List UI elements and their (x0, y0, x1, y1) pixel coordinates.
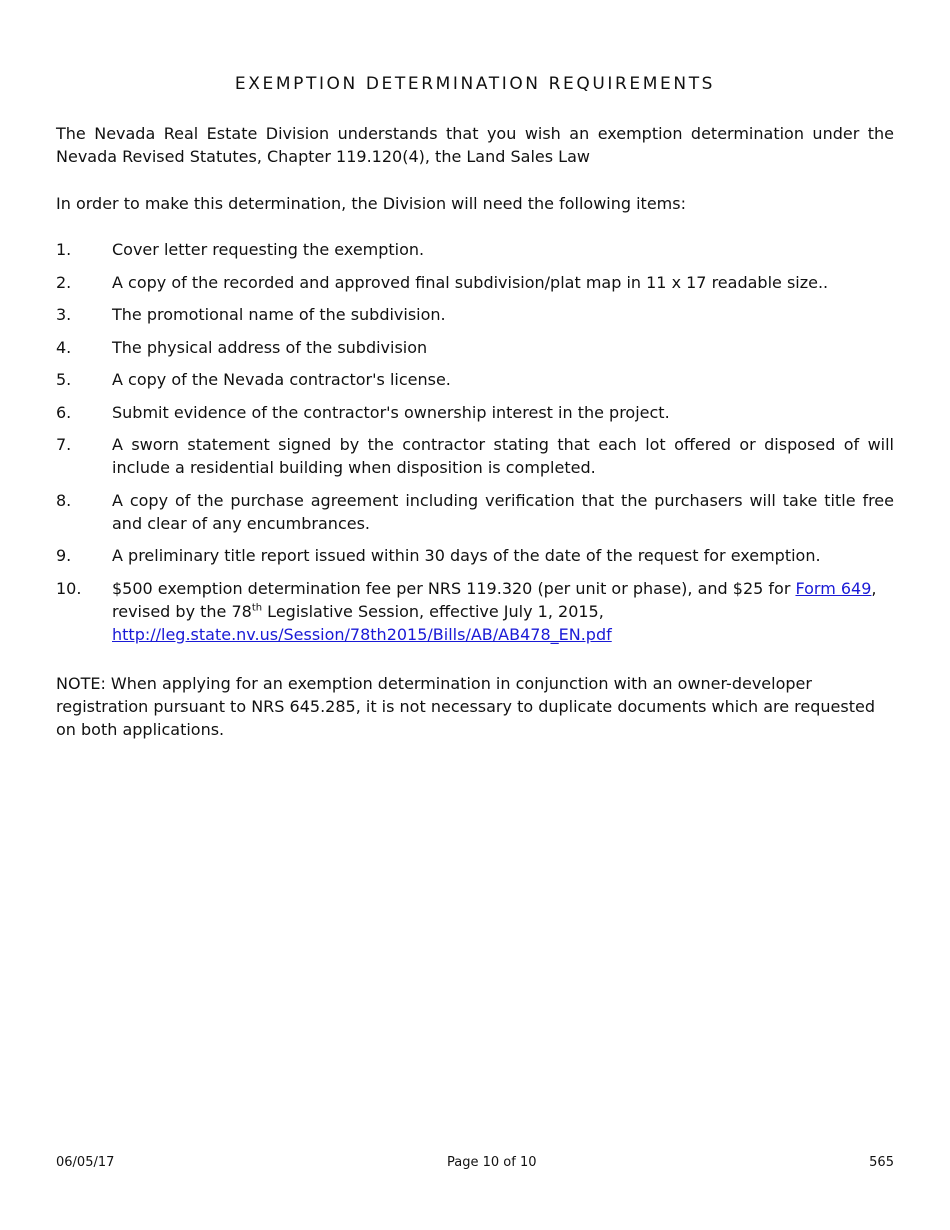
item-text: A sworn statement signed by the contractor stating that each lot offered or disposed of will include a residential building when disposition is completed. (112, 435, 894, 477)
form-649-link[interactable]: Form 649 (795, 578, 872, 598)
page-title: EXEMPTION DETERMINATION REQUIREMENTS (234, 74, 716, 94)
bill-url-link[interactable]: http://leg.state.nv.us/Session/78th2015/Bills/AB/AB478_EN.pdf (112, 624, 612, 644)
item-number: 5. (56, 370, 72, 389)
list-item (56, 238, 894, 261)
item-number: 1. (56, 240, 72, 259)
item-text: The promotional name of the subdivision. (112, 305, 446, 324)
session-text-rest: Legislative Session, effective July 1, 2015, (262, 601, 604, 621)
item-number: 10. (56, 578, 82, 598)
item-number: 3. (56, 305, 72, 324)
list-item (56, 303, 894, 326)
list-item (56, 336, 894, 359)
list-item (56, 544, 894, 567)
list-item (56, 433, 894, 479)
document-page (56, 0, 894, 1230)
item-text: A copy of the purchase agreement including verification that the purchasers will take title free and clear of any encumbrances. (112, 490, 894, 533)
list-item-fee (56, 577, 894, 646)
item-text: Cover letter requesting the exemption. (112, 240, 425, 259)
list-item (56, 401, 894, 424)
page-footer (56, 1155, 894, 1170)
item-number: 2. (56, 272, 72, 292)
item-text: A preliminary title report issued within 30 days of the date of the request for exemption. (112, 546, 821, 565)
ordinal-suffix: th (251, 602, 263, 614)
footer-page-number: Page 10 of 10 (447, 1155, 537, 1170)
intro-paragraph: The Nevada Real Estate Division understands that you wish an exemption determination under the Nevada Revised Statutes, Chapter 119.120(4), the Land Sales Law (56, 124, 894, 166)
lead-paragraph: In order to make this determination, the Division will need the following items: (56, 194, 686, 213)
item-text (112, 577, 894, 646)
requirements-list (56, 238, 894, 655)
fee-comma: , (871, 578, 877, 598)
footer-form-code: 565 (869, 1155, 894, 1170)
list-item (56, 368, 894, 391)
item-text: Submit evidence of the contractor's ownership interest in the project. (112, 402, 670, 422)
item-number: 6. (56, 402, 72, 422)
item-number: 7. (56, 435, 72, 454)
footer-date: 06/05/17 (56, 1155, 115, 1170)
item-text: The physical address of the subdivision (112, 337, 428, 357)
session-text: revised by the 78 (112, 601, 252, 621)
item-number: 8. (56, 490, 72, 510)
item-number: 9. (56, 546, 72, 565)
note-paragraph: NOTE: When applying for an exemption determination in conjunction with an owner-developer registration pursuant to NRS 645.285, it is not necessary to duplicate documents which are requested on both applications. (56, 674, 875, 739)
list-item (56, 489, 894, 535)
item-text: A copy of the recorded and approved final subdivision/plat map in 11 x 17 readable size.. (112, 272, 829, 292)
fee-text: $500 exemption determination fee per NRS 119.320 (per unit or phase), and $25 for (112, 578, 796, 598)
item-text: A copy of the Nevada contractor's license. (112, 370, 451, 389)
list-item (56, 271, 894, 294)
item-number: 4. (56, 337, 72, 357)
